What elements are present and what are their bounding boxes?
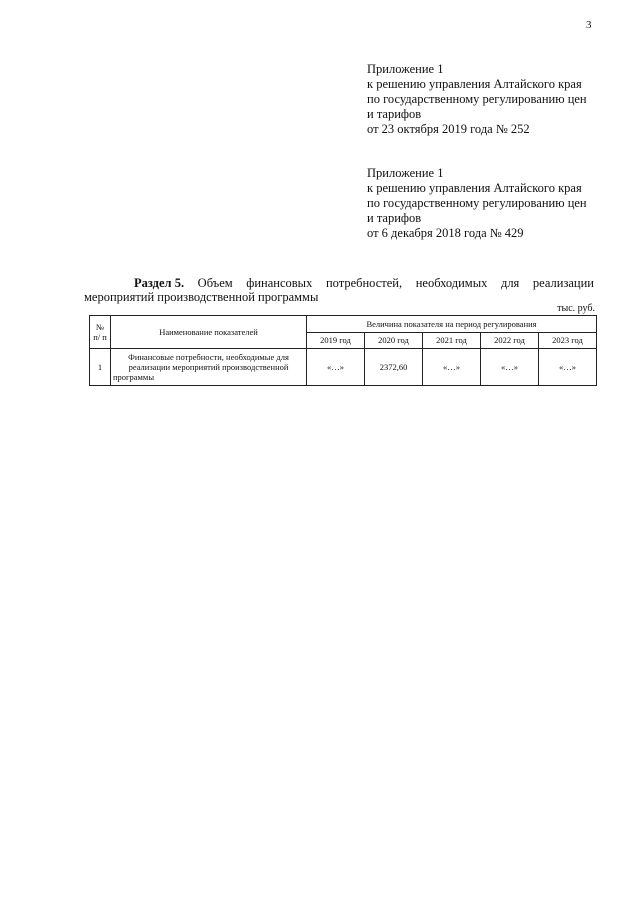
appendix-title: Приложение 1 [367,62,444,76]
appendix-line: к решению управления Алтайского края [367,181,582,195]
header-number: № п/ п [90,316,111,349]
appendix-date: от 23 октября 2019 года № 252 [367,122,530,136]
page-number: 3 [586,19,592,31]
header-year: 2020 год [365,332,423,349]
row-value-2021: «…» [423,349,481,386]
header-year: 2023 год [539,332,597,349]
section-word: потребностей, [325,276,403,290]
header-name: Наименование показателей [111,316,307,349]
appendix-title: Приложение 1 [367,166,444,180]
row-value-2022: «…» [481,349,539,386]
section-word: финансовых [246,276,313,290]
appendix-line: по государственному регулированию цен [367,92,587,106]
header-year: 2019 год [307,332,365,349]
appendix-line: к решению управления Алтайского края [367,77,582,91]
row-number: 1 [90,349,111,386]
header-year: 2022 год [481,332,539,349]
appendix-date: от 6 декабря 2018 года № 429 [367,226,524,240]
appendix-line: и тарифов [367,211,422,225]
indicators-table [89,315,597,386]
row-value-2020: 2372,60 [365,349,423,386]
section-label: Раздел 5. [134,276,185,290]
section-word: Объем [197,276,233,290]
unit-label: тыс. руб. [557,303,595,314]
header-period: Величина показателя на период регулирования [307,316,597,333]
appendix-previous [367,166,627,241]
header-year: 2021 год [423,332,481,349]
section-heading-line-2: мероприятий производственной программы [84,290,319,304]
row-value-2019: «…» [307,349,365,386]
appendix-line: по государственному регулированию цен [367,196,587,210]
appendix-line: и тарифов [367,107,422,121]
table-row [90,349,597,386]
section-word: для [500,276,520,290]
row-indicator-name: Финансовые потребности, необходимые для реализации мероприятий производственной программы [111,349,307,386]
section-word: реализации [532,276,594,290]
row-value-2023: «…» [539,349,597,386]
section-word: необходимых [415,276,488,290]
section-heading-line-1 [84,276,594,290]
appendix-current [367,62,627,137]
section-heading [84,276,594,304]
